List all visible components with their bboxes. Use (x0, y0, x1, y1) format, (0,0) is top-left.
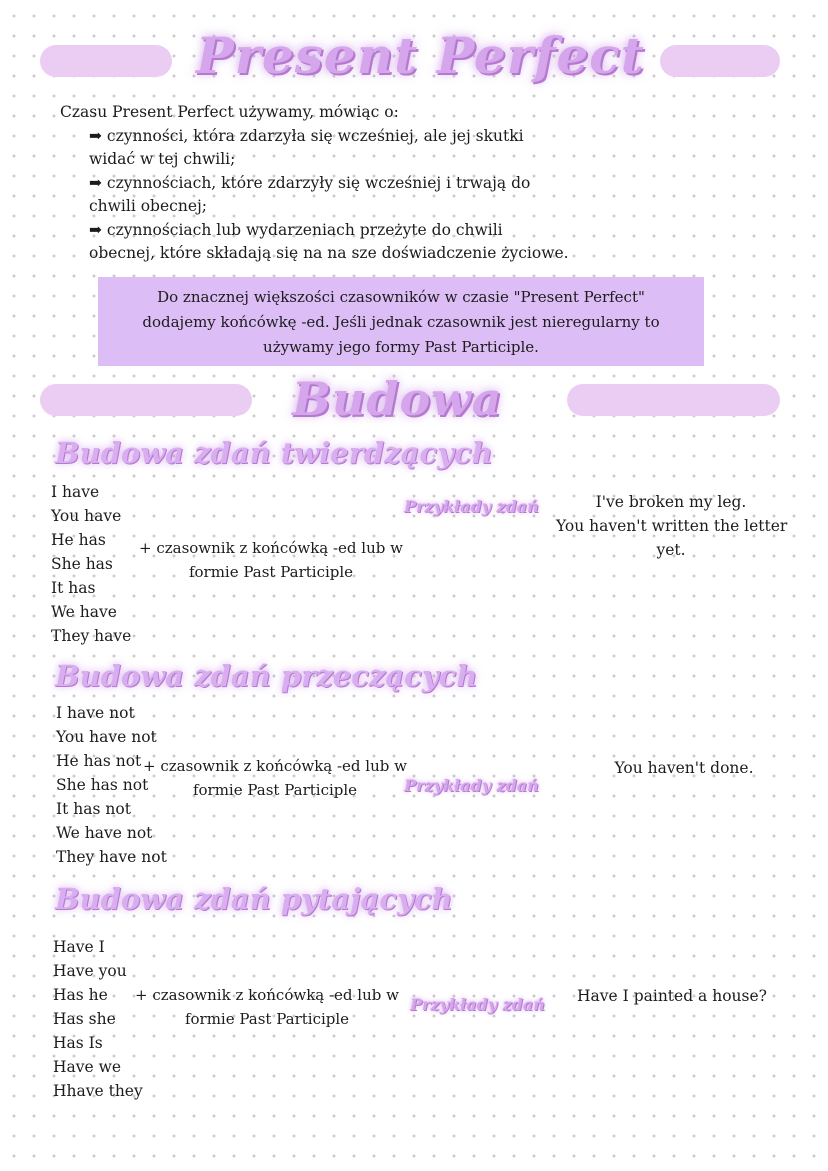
budowa-pill-right (567, 384, 780, 416)
list-item: They have (51, 627, 132, 645)
rule-line: + czasownik z końcówką -ed lub w (143, 757, 407, 775)
verb-rule (133, 983, 401, 1031)
list-item: Has she (53, 1010, 116, 1028)
rule-line: + czasownik z końcówką -ed lub w (135, 986, 399, 1004)
list-item: Have we (53, 1058, 122, 1076)
list-item: I have (51, 483, 100, 501)
section-title-affirmative: Budowa zdań twierdzących (55, 436, 493, 470)
intro-line: ➡ czynności, która zdarzyła się wcześniej, ale jej skutki (89, 126, 524, 145)
example-sentences (556, 490, 786, 562)
example-line: I've broken my leg. (595, 493, 747, 511)
list-item: She has (51, 555, 113, 573)
title-pill-left (40, 45, 172, 77)
intro-line: ➡ czynnościach lub wydarzeniach przeżyte do chwili (89, 220, 503, 239)
list-item: You have not (56, 728, 157, 746)
budowa-pill-left (40, 384, 252, 416)
list-item: We have not (56, 824, 153, 842)
callout-box (98, 277, 704, 366)
page-title: Present Perfect (196, 26, 645, 85)
subject-list (53, 935, 143, 1103)
list-item: He has (51, 531, 106, 549)
callout-line: dodajemy końcówkę -ed. Jeśli jednak czasownik jest nieregularny to (142, 313, 660, 331)
intro-line: chwili obecnej; (89, 197, 208, 215)
example-line: yet. (656, 541, 686, 559)
example-line: You haven't done. (614, 759, 754, 777)
list-item: Has Is (53, 1034, 103, 1052)
examples-label: Przykłady zdań (404, 497, 539, 516)
intro-line: Czasu Present Perfect używamy, mówiąc o: (60, 103, 399, 121)
rule-line: formie Past Participle (192, 781, 358, 799)
list-item: They have not (56, 848, 167, 866)
intro-line: widać w tej chwili; (89, 150, 236, 168)
list-item: Has he (53, 986, 108, 1004)
rule-line: + czasownik z końcówką -ed lub w (139, 539, 403, 557)
list-item: You have (51, 507, 122, 525)
example-line: Have I painted a house? (577, 987, 767, 1005)
callout-line: używamy jego formy Past Participle. (263, 338, 539, 356)
list-item: He has not (56, 752, 142, 770)
verb-rule (141, 754, 409, 802)
list-item: It has not (56, 800, 131, 818)
example-sentences (596, 756, 772, 780)
example-sentences (574, 984, 770, 1008)
subject-list (51, 480, 131, 648)
title-pill-right (660, 45, 780, 77)
budowa-title: Budowa (292, 372, 503, 426)
examples-label: Przykłady zdań (410, 995, 545, 1014)
rule-line: formie Past Participle (184, 1010, 350, 1028)
verb-rule (137, 536, 405, 584)
intro-line: ➡ czynnościach, które zdarzyły się wcześniej i trwają do (89, 173, 531, 192)
examples-label: Przykłady zdań (404, 776, 539, 795)
list-item: Have I (53, 938, 105, 956)
intro-text (60, 101, 569, 266)
intro-line: obecnej, które składają się na na sze doświadczenie życiowe. (89, 244, 569, 262)
section-title-question: Budowa zdań pytających (55, 882, 453, 916)
list-item: I have not (56, 704, 135, 722)
list-item: It has (51, 579, 96, 597)
rule-line: formie Past Participle (188, 563, 354, 581)
section-title-negative: Budowa zdań przeczących (55, 659, 478, 693)
list-item: Hhave they (53, 1082, 143, 1100)
list-item: We have (51, 603, 117, 621)
example-line: You haven't written the letter (556, 517, 788, 535)
list-item: She has not (56, 776, 149, 794)
callout-line: Do znacznej większości czasowników w czasie "Present Perfect" (157, 288, 645, 306)
list-item: Have you (53, 962, 127, 980)
